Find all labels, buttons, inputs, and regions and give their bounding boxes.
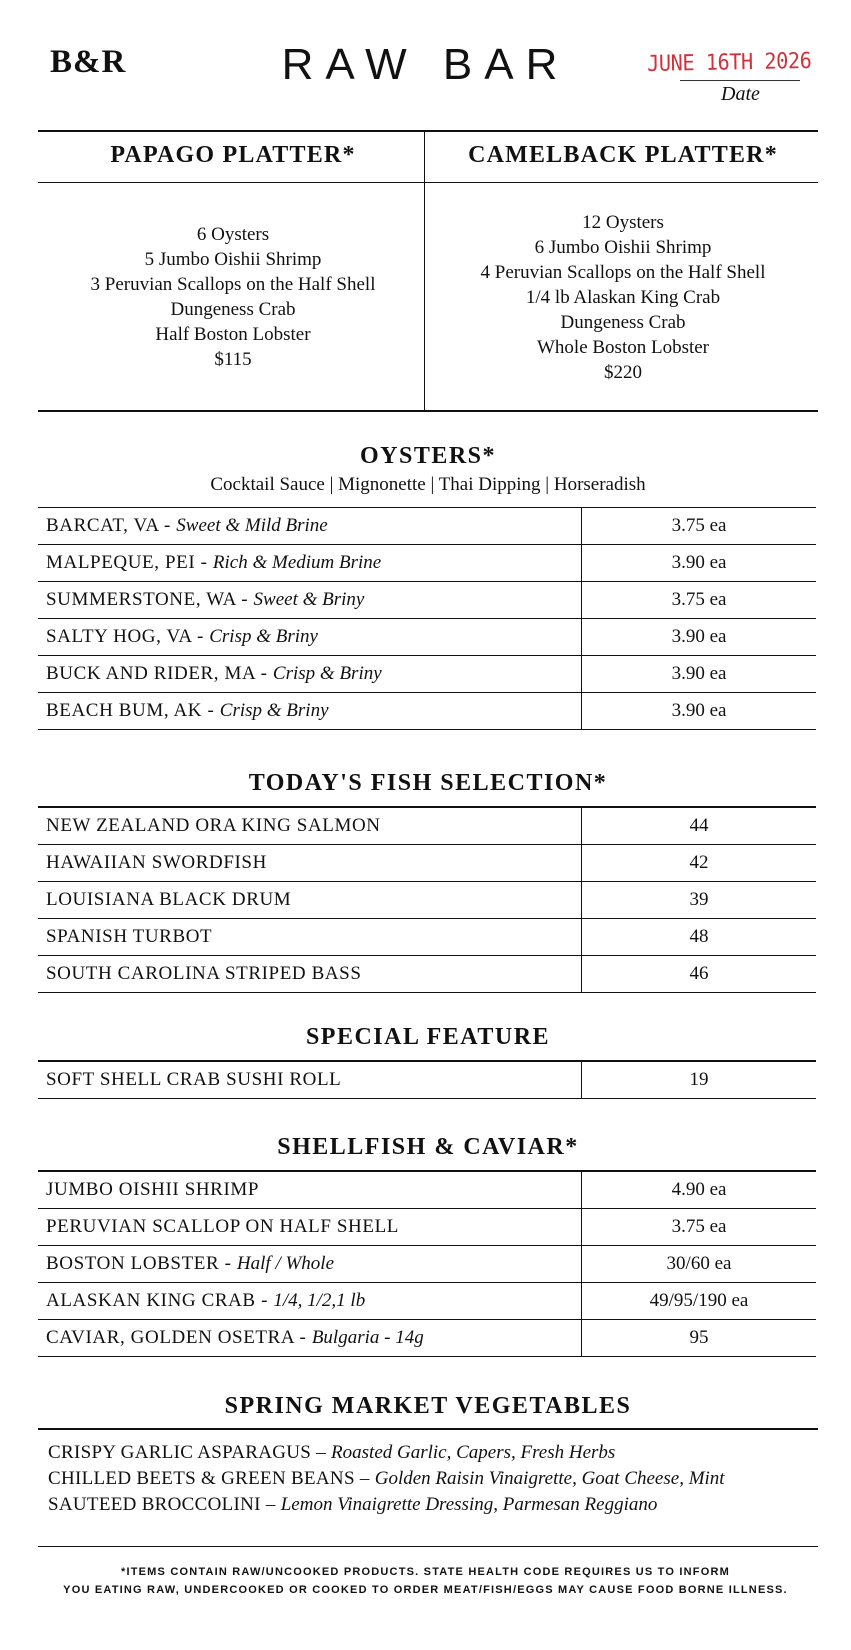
- table-row: BEACH BUM, AK - Crisp & Briny 3.90 ea: [38, 693, 816, 730]
- item-price: 30/60 ea: [582, 1246, 817, 1283]
- item-name: JUMBO OISHII SHRIMP: [38, 1171, 582, 1209]
- platter-item: Half Boston Lobster: [155, 324, 311, 345]
- item-desc: 1/4, 1/2,1 lb: [273, 1290, 366, 1311]
- platter-item: 4 Peruvian Scallops on the Half Shell: [480, 262, 766, 283]
- item-name: PERUVIAN SCALLOP ON HALF SHELL: [38, 1209, 582, 1246]
- table-row: [38, 1209, 816, 1246]
- date-label: Date: [721, 83, 760, 105]
- item-name: SOFT SHELL CRAB SUSHI ROLL: [38, 1061, 582, 1099]
- footnote: [0, 1563, 851, 1599]
- platter-item: Dungeness Crab: [170, 299, 296, 320]
- divider: [38, 1428, 818, 1430]
- item-desc: Sweet & Briny: [253, 589, 365, 610]
- section-title-text: OYSTERS*: [359, 443, 497, 469]
- item-name: SALTY HOG, VA: [46, 626, 192, 647]
- fish-table: [38, 806, 816, 993]
- platter-item: 6 Jumbo Oishii Shrimp: [534, 237, 712, 258]
- platter-price: $220: [604, 362, 642, 383]
- logo: B&R: [50, 44, 127, 80]
- table-row: [38, 1061, 816, 1099]
- footnote-line: YOU EATING RAW, UNDERCOOKED OR COOKED TO ORDER MEAT/FISH/EGGS MAY CAUSE FOOD BORNE ILLNESS.: [63, 1584, 788, 1596]
- item-price: 3.75 ea: [582, 1209, 817, 1246]
- shellfish-table: [38, 1170, 816, 1357]
- platter-items: [428, 210, 818, 385]
- date-line: [680, 80, 800, 81]
- item-desc: Half / Whole: [236, 1253, 335, 1274]
- item-name: NEW ZEALAND ORA KING SALMON: [38, 807, 582, 845]
- table-row: [38, 1171, 816, 1209]
- item-desc: Bulgaria - 14g: [311, 1327, 424, 1348]
- item-price: 3.90 ea: [582, 656, 817, 693]
- table-row: BOSTON LOBSTER - Half / Whole 30/60 ea: [38, 1246, 816, 1283]
- item-price: 42: [582, 845, 817, 882]
- date-stamp: JUNE 16TH 2026: [647, 48, 812, 77]
- platters-section: [38, 130, 818, 411]
- item-desc: Rich & Medium Brine: [212, 552, 382, 573]
- table-row: SALTY HOG, VA - Crisp & Briny 3.90 ea: [38, 619, 816, 656]
- item-name: BEACH BUM, AK: [46, 700, 203, 721]
- item-name: SUMMERSTONE, WA: [46, 589, 236, 610]
- footnote-line: *ITEMS CONTAIN RAW/UNCOOKED PRODUCTS. STATE HEALTH CODE REQUIRES US TO INFORM: [120, 1566, 730, 1578]
- oysters-title: [38, 443, 818, 470]
- item-name: HAWAIIAN SWORDFISH: [38, 845, 582, 882]
- table-row: ALASKAN KING CRAB - 1/4, 1/2,1 lb 49/95/190 ea: [38, 1283, 816, 1320]
- table-row: [38, 807, 816, 845]
- item-name: SOUTH CAROLINA STRIPED BASS: [38, 956, 582, 993]
- table-row: [38, 882, 816, 919]
- list-item: SAUTEED BROCCOLINI – Lemon Vinaigrette Dressing, Parmesan Reggiano: [48, 1494, 658, 1515]
- item-price: 3.90 ea: [582, 693, 817, 730]
- vegetables-title: SPRING MARKET VEGETABLES: [224, 1393, 632, 1419]
- item-name: BARCAT, VA: [46, 515, 159, 536]
- oysters-sauces: Cocktail Sauce | Mignonette | Thai Dipping | Horseradish: [210, 474, 646, 495]
- page-title: RAW BAR: [281, 40, 570, 89]
- item-desc: Roasted Garlic, Capers, Fresh Herbs: [331, 1442, 616, 1463]
- item-desc: Crisp & Briny: [219, 700, 329, 721]
- item-desc: Crisp & Briny: [209, 626, 318, 647]
- item-price: 3.90 ea: [582, 545, 817, 582]
- item-price: 48: [582, 919, 817, 956]
- divider: [424, 130, 425, 411]
- item-price: 46: [582, 956, 817, 993]
- shellfish-title: SHELLFISH & CAVIAR*: [277, 1134, 579, 1160]
- divider: [38, 1546, 818, 1547]
- vegetables-list: [48, 1440, 828, 1518]
- table-row: SUMMERSTONE, WA - Sweet & Briny 3.75 ea: [38, 582, 816, 619]
- item-name: BOSTON LOBSTER: [46, 1253, 220, 1274]
- platter-item: 12 Oysters: [582, 212, 664, 233]
- platter-item: 6 Oysters: [196, 224, 270, 245]
- platter-price: $115: [214, 349, 252, 370]
- item-price: 19: [582, 1061, 817, 1099]
- item-name: MALPEQUE, PEI: [46, 552, 196, 573]
- special-title: SPECIAL FEATURE: [305, 1024, 551, 1050]
- item-price: 49/95/190 ea: [582, 1283, 817, 1320]
- item-name: SPANISH TURBOT: [38, 919, 582, 956]
- item-name: LOUISIANA BLACK DRUM: [38, 882, 582, 919]
- platter-item: Whole Boston Lobster: [536, 337, 710, 358]
- platter-items: [38, 222, 428, 372]
- platter-item: Dungeness Crab: [560, 312, 686, 333]
- table-row: [38, 845, 816, 882]
- item-price: 4.90 ea: [582, 1171, 817, 1209]
- divider: [38, 410, 818, 412]
- item-desc: Crisp & Briny: [272, 663, 382, 684]
- item-desc: Sweet & Mild Brine: [176, 515, 328, 536]
- item-price: 39: [582, 882, 817, 919]
- platter-item: 5 Jumbo Oishii Shrimp: [144, 249, 322, 270]
- list-item: CHILLED BEETS & GREEN BEANS – Golden Raisin Vinaigrette, Goat Cheese, Mint: [48, 1468, 725, 1489]
- item-name: BUCK AND RIDER, MA: [46, 663, 256, 684]
- table-row: BARCAT, VA - Sweet & Mild Brine 3.75 ea: [38, 508, 816, 545]
- table-row: [38, 956, 816, 993]
- platter-camelback: [428, 130, 818, 411]
- divider: [38, 182, 818, 183]
- table-row: MALPEQUE, PEI - Rich & Medium Brine 3.90 ea: [38, 545, 816, 582]
- item-price: 3.75 ea: [582, 582, 817, 619]
- list-item: CRISPY GARLIC ASPARAGUS – Roasted Garlic, Capers, Fresh Herbs: [48, 1442, 616, 1463]
- table-row: [38, 919, 816, 956]
- item-price: 3.75 ea: [582, 508, 817, 545]
- platter-item: 3 Peruvian Scallops on the Half Shell: [90, 274, 376, 295]
- table-row: BUCK AND RIDER, MA - Crisp & Briny 3.90 ea: [38, 656, 816, 693]
- platter-papago: [38, 130, 428, 411]
- item-desc: Golden Raisin Vinaigrette, Goat Cheese, Mint: [374, 1468, 725, 1489]
- oysters-table: [38, 507, 816, 730]
- header: [0, 0, 851, 120]
- item-price: 44: [582, 807, 817, 845]
- item-price: 95: [582, 1320, 817, 1357]
- platter-name: CAMELBACK PLATTER*: [468, 142, 778, 168]
- platter-item: 1/4 lb Alaskan King Crab: [525, 287, 721, 308]
- special-table: [38, 1060, 816, 1099]
- table-row: CAVIAR, GOLDEN OSETRA - Bulgaria - 14g 95: [38, 1320, 816, 1357]
- platter-name: PAPAGO PLATTER*: [110, 142, 356, 168]
- fish-title: TODAY'S FISH SELECTION*: [248, 770, 608, 796]
- item-desc: Lemon Vinaigrette Dressing, Parmesan Reggiano: [280, 1494, 658, 1515]
- item-name: ALASKAN KING CRAB: [46, 1290, 256, 1311]
- item-price: 3.90 ea: [582, 619, 817, 656]
- item-name: SAUTEED BROCCOLINI: [48, 1494, 261, 1515]
- item-name: CRISPY GARLIC ASPARAGUS: [48, 1442, 312, 1463]
- item-name: CAVIAR, GOLDEN OSETRA: [46, 1327, 295, 1348]
- item-name: CHILLED BEETS & GREEN BEANS: [48, 1468, 355, 1489]
